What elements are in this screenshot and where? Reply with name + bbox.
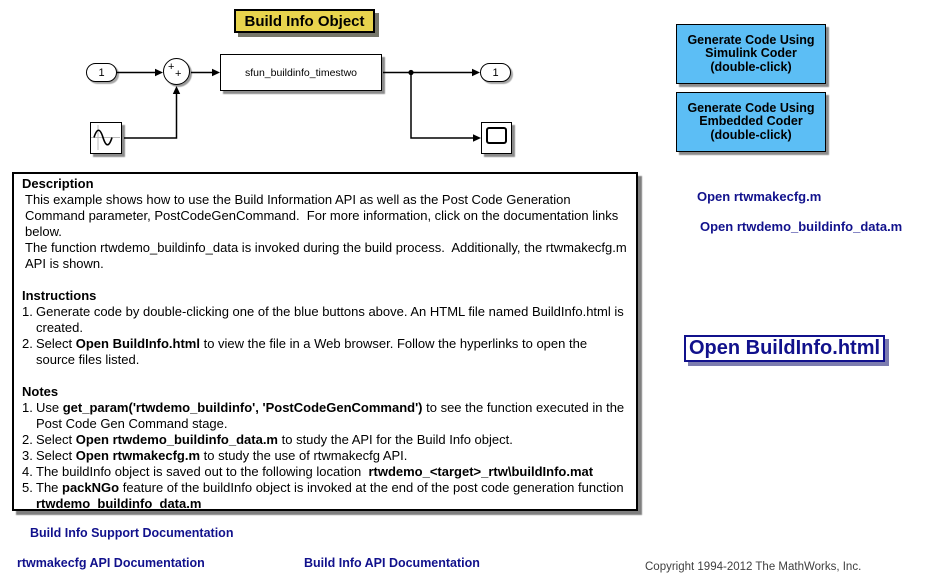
branch-point-dot: [408, 70, 413, 75]
inport-block[interactable]: 1: [86, 63, 117, 82]
info-text-line: [22, 432, 628, 448]
arrowhead: [155, 69, 163, 76]
info-text-content: Use get_param('rtwdemo_buildinfo', 'PostCodeGenCommand') to see the function executed in the Post Code Gen Command stage.: [36, 400, 628, 431]
button-line: Generate Code Using: [687, 100, 815, 115]
info-sections: [22, 176, 628, 511]
open-buildinfo-html-button[interactable]: Open BuildInfo.html: [684, 335, 885, 362]
sine-wave-block[interactable]: [90, 122, 122, 154]
list-number: 3.: [22, 448, 33, 463]
info-text-line: [22, 192, 628, 240]
wire-sine-to-sum: [124, 92, 177, 138]
sine-wave-icon: [91, 123, 120, 152]
list-number: 1.: [22, 400, 33, 415]
generate-code-embedded-coder-button[interactable]: [676, 92, 826, 152]
outport-block[interactable]: 1: [480, 63, 511, 82]
open-rtwmakecfg-link[interactable]: Open rtwmakecfg.m: [697, 189, 822, 204]
build-info-api-doc-link[interactable]: Build Info API Documentation: [304, 556, 480, 570]
button-line: Generate Code Using: [687, 32, 815, 47]
arrowhead: [173, 86, 180, 94]
list-number: 4.: [22, 464, 33, 479]
scope-screen-icon: [486, 127, 507, 144]
info-text-line: [22, 464, 628, 480]
arrowhead: [473, 134, 481, 141]
arrowhead: [472, 69, 480, 76]
info-text-line: [22, 336, 628, 368]
info-text-content: This example shows how to use the Build Information API as well as the Post Code Generation Command parameter, PostCodeGenCommand. For more information, click on the documentation links below.: [25, 192, 622, 239]
sum-plus-sign: +: [168, 61, 175, 73]
button-line: Embedded Coder: [699, 114, 803, 129]
generate-code-simulink-coder-button[interactable]: [676, 24, 826, 84]
sfun-buildinfo-timestwo-block[interactable]: sfun_buildinfo_timestwo: [220, 54, 382, 91]
section-heading: Instructions: [22, 288, 97, 303]
info-text-content: Generate code by double-clicking one of the blue buttons above. An HTML file named BuildInfo.html is created.: [36, 304, 628, 335]
button-line: (double-click): [710, 59, 792, 74]
sum-plus-sign: +: [175, 68, 182, 80]
rtwmakecfg-api-doc-link[interactable]: rtwmakecfg API Documentation: [17, 556, 205, 570]
section-heading: Description: [22, 176, 94, 191]
info-text-content: Select Open rtwdemo_buildinfo_data.m to study the API for the Build Info object.: [36, 432, 513, 447]
model-info-annotation: [12, 172, 638, 511]
scope-block[interactable]: [481, 122, 512, 154]
model-title-annotation: Build Info Object: [234, 9, 375, 33]
info-text-content: The function rtwdemo_buildinfo_data is invoked during the build process. Additionally, the rtwmakecfg.m API is shown.: [25, 240, 630, 271]
arrowhead: [212, 69, 220, 76]
info-text-line: [22, 304, 628, 336]
build-info-support-doc-link[interactable]: Build Info Support Documentation: [30, 526, 234, 540]
button-line: (double-click): [710, 127, 792, 142]
info-text-line: [22, 400, 628, 432]
list-number: 2.: [22, 336, 33, 351]
button-line: Simulink Coder: [705, 46, 797, 61]
info-text-content: Select Open rtwmakecfg.m to study the use of rtwmakecfg API.: [36, 448, 408, 463]
info-text-content: The buildInfo object is saved out to the following location rtwdemo_<target>_rtw\buildInfo.mat: [36, 464, 594, 479]
sum-block[interactable]: [163, 58, 190, 85]
open-rtwdemo-buildinfo-data-link[interactable]: Open rtwdemo_buildinfo_data.m: [700, 219, 903, 234]
wire-branch-to-scope: [411, 73, 474, 139]
list-number: 1.: [22, 304, 33, 319]
section-heading: Notes: [22, 384, 59, 399]
info-text-line: [22, 448, 628, 464]
copyright-notice: Copyright 1994-2012 The MathWorks, Inc.: [645, 561, 862, 573]
info-text-content: The packNGo feature of the buildInfo object is invoked at the end of the post code generation function rtwdemo_buildinfo_data.m: [36, 480, 628, 511]
list-number: 2.: [22, 432, 33, 447]
info-text-line: [22, 240, 628, 272]
list-number: 5.: [22, 480, 33, 495]
info-text-line: [22, 480, 628, 511]
info-text-content: Select Open BuildInfo.html to view the file in a Web browser. Follow the hyperlinks to open the source files listed.: [36, 336, 591, 367]
